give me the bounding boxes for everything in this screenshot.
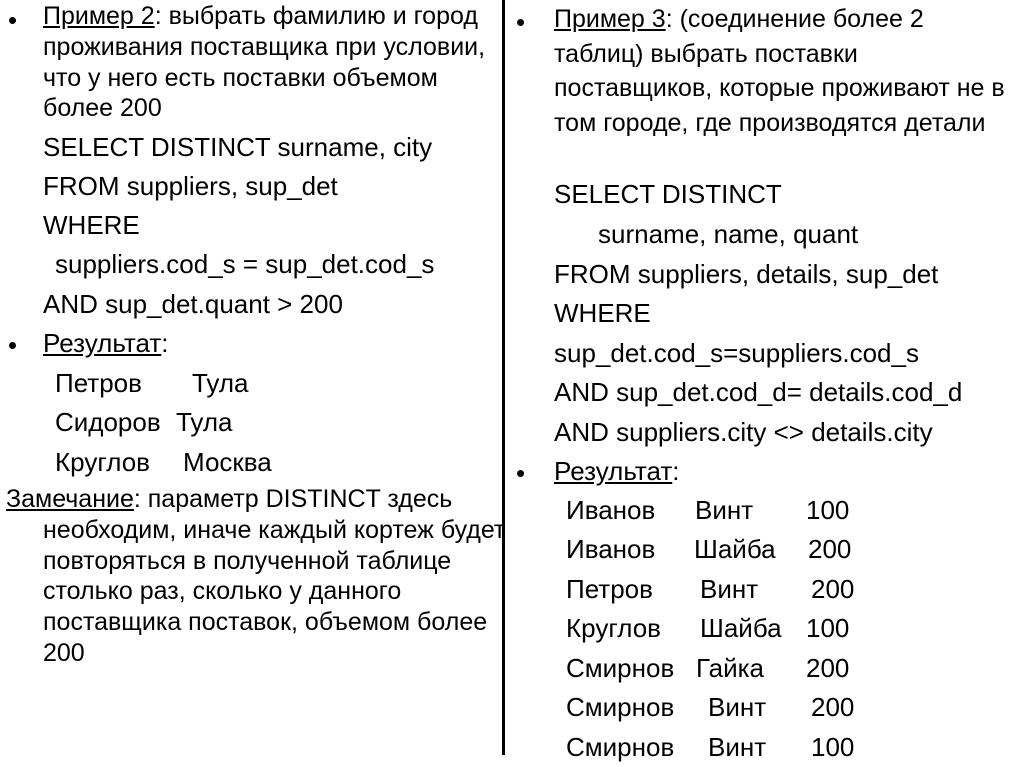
- result-surname: Иванов: [566, 534, 656, 564]
- bullet-icon: •: [516, 458, 526, 488]
- result-surname: Смирнов: [566, 653, 675, 683]
- result-part: Винт: [700, 574, 759, 604]
- sql-line: WHERE: [554, 298, 651, 328]
- result-surname: Петров: [55, 368, 142, 398]
- example2-paragraph: [43, 1, 495, 124]
- sql-line: SELECT DISTINCT surname, city: [43, 132, 433, 162]
- note-text: : параметр DISTINCT здесь необходим, иначе каждый кортеж будет повторяться в полученной таблице столько раз, сколько у данного поставщика поставок, объемом более 200: [43, 485, 506, 667]
- result-part: Винт: [708, 692, 767, 722]
- sql-line: suppliers.cod_s = sup_det.cod_s: [55, 249, 435, 279]
- result-surname: Круглов: [566, 613, 661, 643]
- sql-line: surname, name, quant: [598, 219, 859, 249]
- example3-label: Пример 3: [554, 5, 666, 33]
- sql-line: sup_det.cod_s=suppliers.cod_s: [554, 338, 919, 368]
- example2-text: : выбрать фамилию и город проживания поставщика при условии, что у него есть поставки объемом более 200: [43, 2, 486, 123]
- result-quant: 200: [806, 653, 850, 683]
- result-part: Винт: [695, 495, 754, 525]
- result-quant: 100: [806, 613, 850, 643]
- result-part: Винт: [708, 732, 767, 762]
- result-quant: 200: [808, 534, 852, 564]
- note-label: Замечание: [6, 485, 134, 513]
- example3-paragraph: [554, 2, 1016, 140]
- sql-line: FROM suppliers, sup_det: [43, 171, 338, 201]
- result-part: Шайба: [700, 613, 782, 643]
- sql-line: AND sup_det.quant > 200: [43, 289, 343, 319]
- result-surname: Смирнов: [566, 732, 675, 762]
- result-city: Тула: [176, 407, 233, 437]
- bullet-icon: •: [516, 7, 526, 37]
- result-quant: 200: [811, 574, 855, 604]
- result-heading: Результат:: [554, 456, 680, 486]
- result-quant: 100: [806, 495, 850, 525]
- result-surname: Петров: [566, 574, 653, 604]
- result-surname: Смирнов: [566, 692, 675, 722]
- example3-text: : (соединение более 2 таблиц) выбрать поставки поставщиков, которые проживают не в том городе, где производятся детали: [554, 5, 1005, 137]
- note-paragraph: [6, 484, 531, 669]
- sql-line: SELECT DISTINCT: [554, 179, 782, 209]
- result-surname: Круглов: [55, 447, 150, 477]
- result-city: Москва: [183, 447, 272, 477]
- result-part: Шайба: [694, 534, 776, 564]
- sql-line: FROM suppliers, details, sup_det: [554, 259, 939, 289]
- bullet-icon: •: [8, 5, 18, 35]
- result-quant: 200: [811, 692, 855, 722]
- sql-line: WHERE: [43, 210, 140, 240]
- sql-line: AND suppliers.city <> details.city: [554, 417, 933, 447]
- result-city: Тула: [192, 368, 249, 398]
- result-surname: Иванов: [566, 495, 656, 525]
- result-surname: Сидоров: [55, 407, 161, 437]
- sql-line: AND sup_det.cod_d= details.cod_d: [554, 377, 963, 407]
- example2-label: Пример 2: [43, 2, 155, 30]
- result-heading: Результат:: [43, 328, 169, 358]
- result-part: Гайка: [696, 653, 765, 683]
- bullet-icon: •: [8, 330, 18, 360]
- result-quant: 100: [811, 732, 855, 762]
